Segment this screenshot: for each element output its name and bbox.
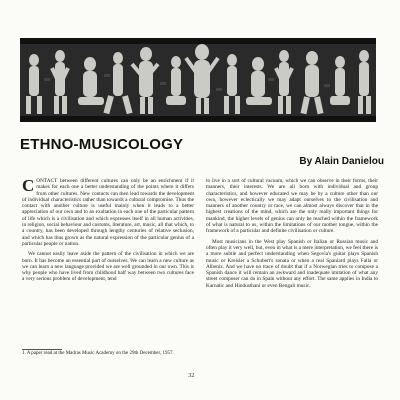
- article-author: By Alain Danielou: [299, 156, 384, 167]
- temple-frieze-relief-icon: [20, 38, 376, 122]
- article-title: ETHNO-MUSICOLOGY: [20, 136, 184, 153]
- right-paragraph-2: Most musicians in the West play Spanish or Italian or Russian music and often play it very well, but, even in what is a mere interpretation, we feel there is a more subtle and perfect understanding when Segovia's guitar plays Spanish music or Kreisler a Schubert's sonata or when a real Spaniard plays Falla or Albeniz. And we have no trace of doubt that if a Norwegian tries to compose a Spanish dance it will remain an awkward and inadequate imitation of what any street composer can do in Spain without any effort. The same applies in India to Karnatic and Hindusthani or even Bengali music.: [206, 238, 378, 289]
- left-paragraph-1-text: ONTACT between different cultures can only be an enrichment if it makes for each one a better understanding of the points where it differs from other cultures. New contacts can then lead towards the development of individual characteristics rather than towards a cultural compromise. Thus the contact with another culture is useful mainly when it leads to a better appreciation of our own and to an exaltation in each one of the particular pattern of life which is a civilisation and which expresses itself in all human activities, in religion, social behaviour and customs, literature, art, music, all that which, to a country, has been developed through lengthy centuries of relative seclusion, and which has thus grown as the natural expression of the particular genius of a particular people or nation.: [22, 178, 194, 247]
- left-paragraph-2: We cannot easily leave aside the pattern of the civilisation in which we are born. It has become an essential part of ourselves. We can learn a new culture as we can learn a new language provided we are well grounded in our own. This is why people who have lived from childhood half way between two cultures face a very serious problem of development, tend: [22, 251, 194, 283]
- right-paragraph-1: to live in a sort of cultural vacuum, which we can observe in their forms, their manners, their interests. We are all born with individual and group characteristics, and however educated we may be by a culture other than our own, however eclectically we may adapt ourselves to the civilisation and manners of another country or race, we can almost always discover that in the highest creations of the mind, which are the only really important things for mankind, the higher levels of genius can only be reached within the framework of what is natural to us, within the limitations of our mother tongue, within the framework of a particular and definite civilisation or culture.: [206, 178, 378, 235]
- footnote: 1. A paper read at the Madras Music Academy on the 29th December, 1957.: [22, 351, 174, 356]
- left-paragraph-1: [22, 178, 194, 247]
- page-number: 32: [188, 372, 195, 379]
- left-text-column: [22, 178, 194, 348]
- right-text-column: [206, 178, 378, 368]
- footnote-divider: [22, 349, 62, 350]
- drop-cap: C: [22, 178, 35, 195]
